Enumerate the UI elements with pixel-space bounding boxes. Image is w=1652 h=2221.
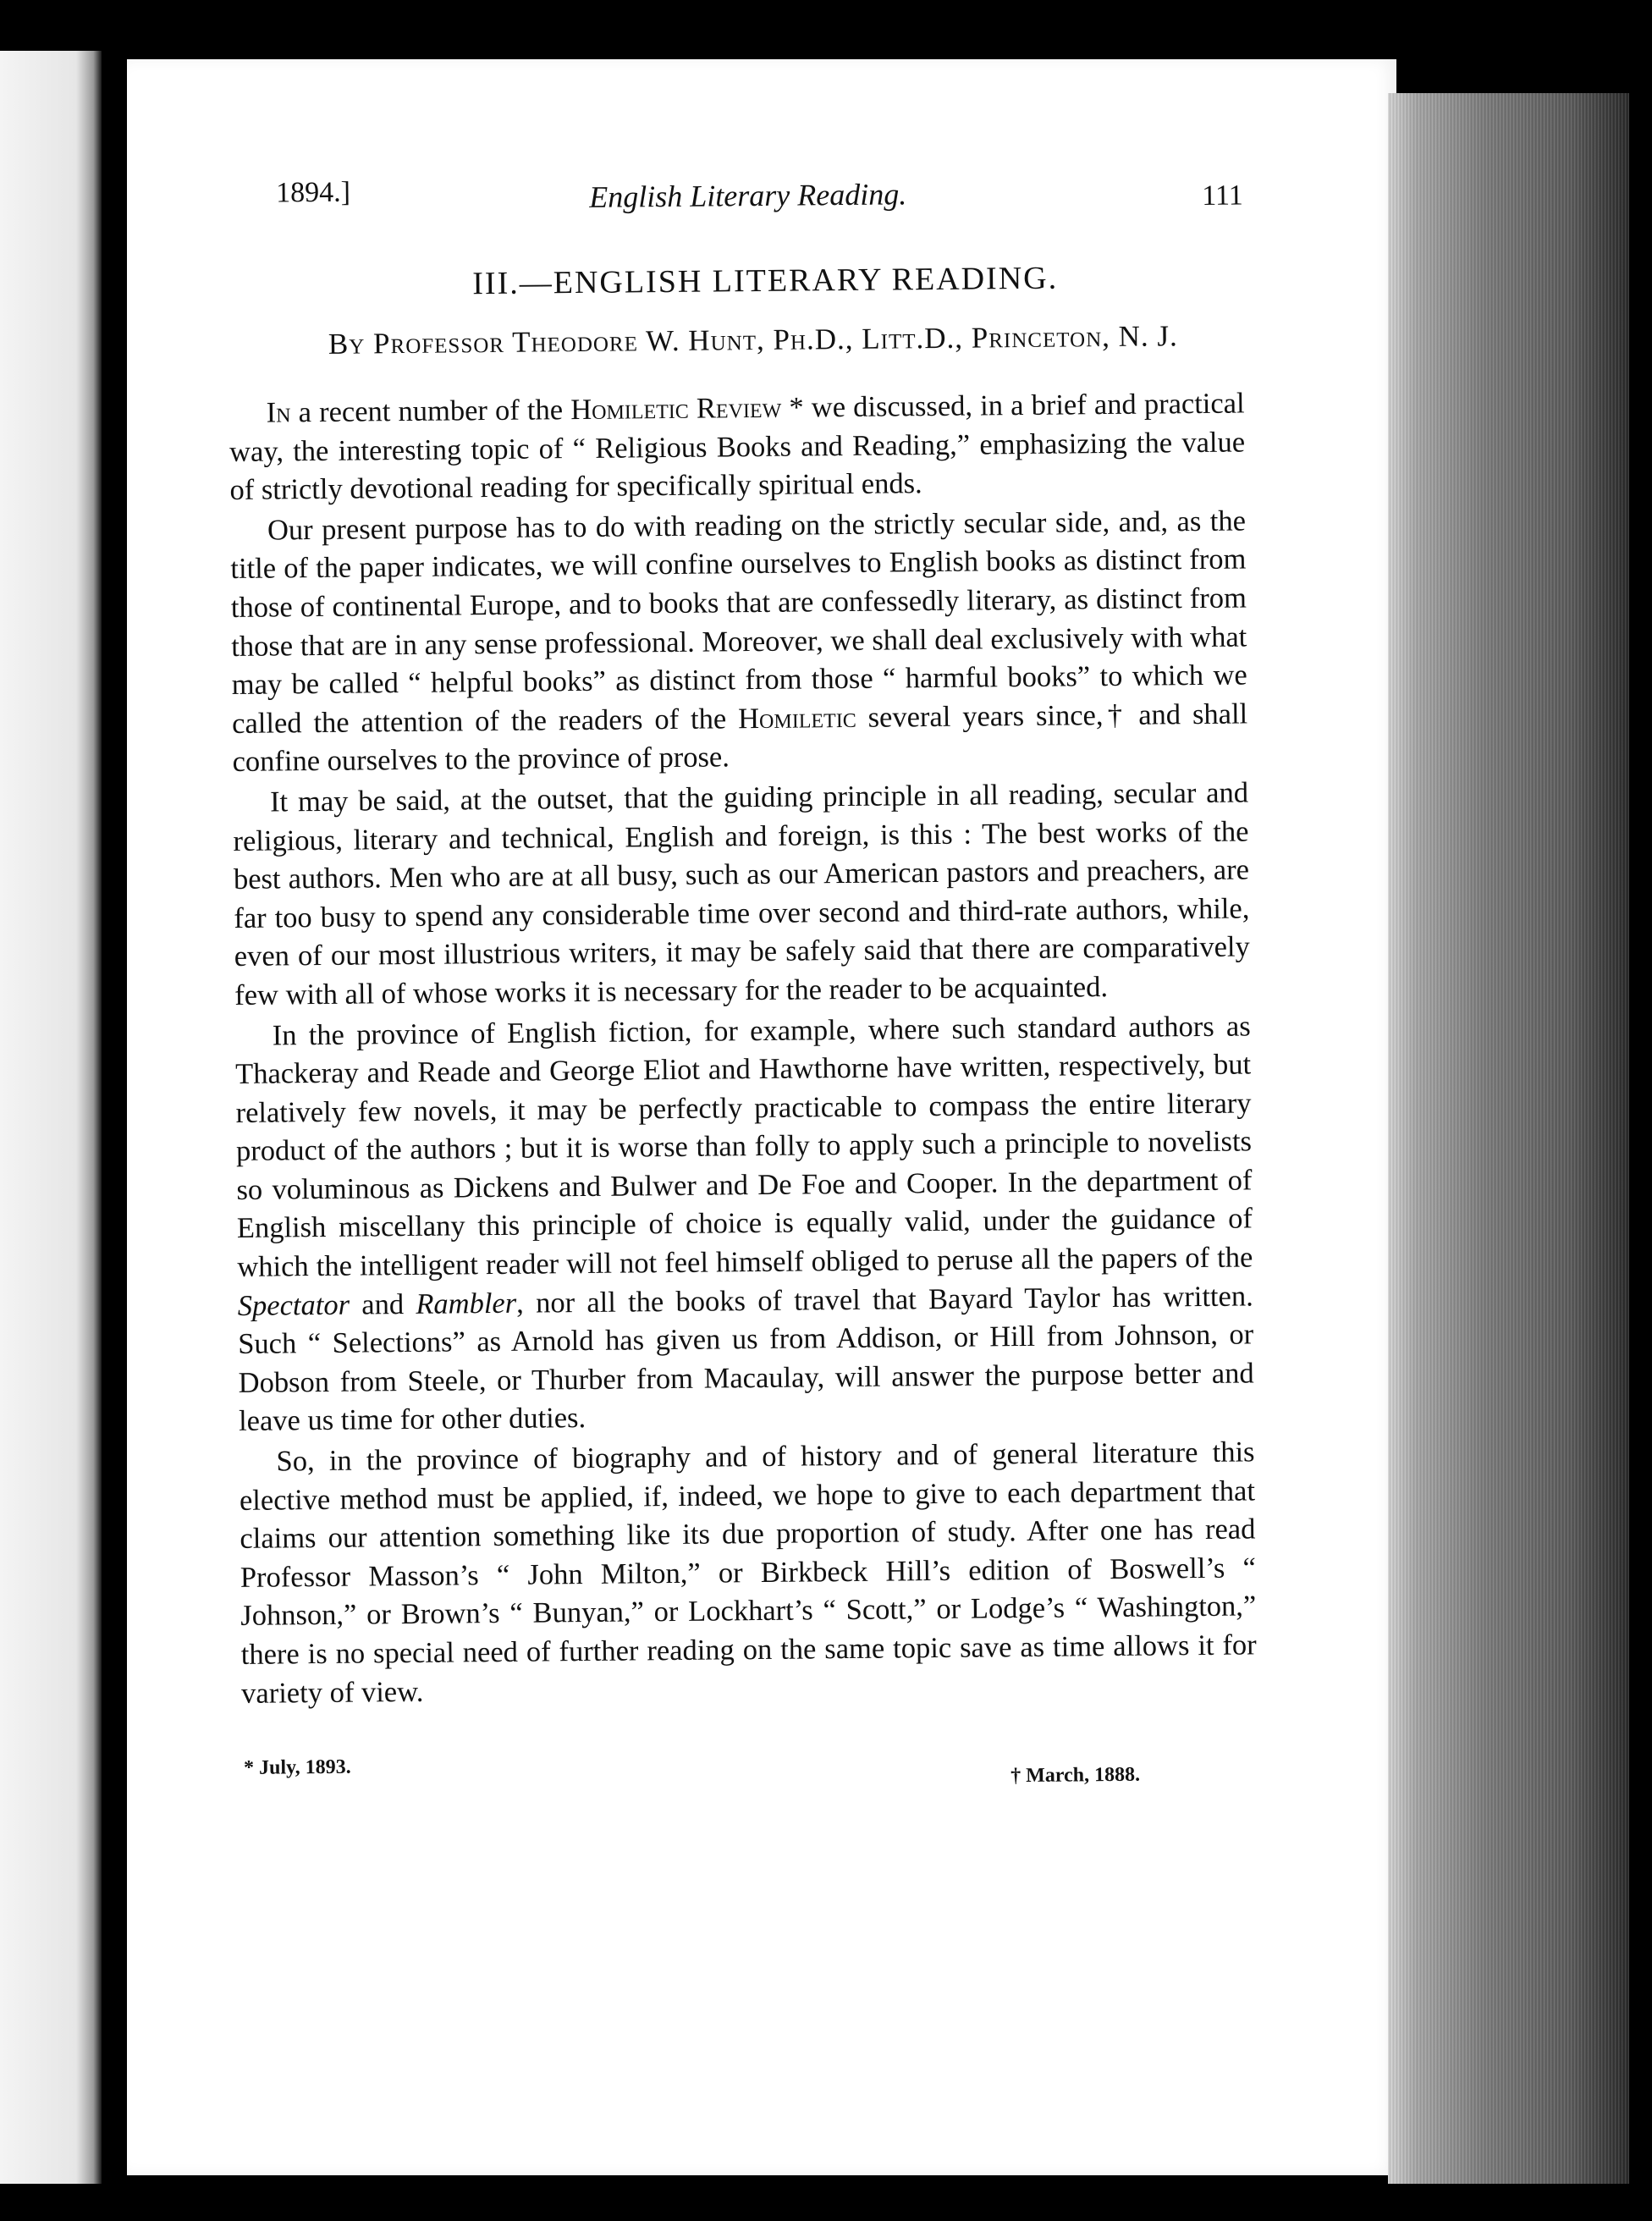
footnotes [242,1748,1258,1809]
paragraph [235,1007,1255,1441]
paragraph [229,384,1245,510]
paragraph-lead: In [266,396,291,429]
running-head-title: English Literary Reading. [589,177,907,214]
paragraph-text: several years since,† and shall confine ourselves to the province of prose. [232,697,1248,779]
paragraph-text: In the province of English fiction, for example, where such standard authors as Thackeray and Reade and George Eliot and Hawthorne have written, respectively, but relatively few novels, it may be perfectly practicable to compass the entire literary product of the authors ; but it is worse than folly to apply such a principle to novelists so voluminous as Dickens and Bulwer and De Foe and Cooper. In the department of English miscellany this principle of choice is equally valid, under the guidance of which the intelligent reader will not feel himself obliged to peruse all the papers of the [234,1009,1253,1284]
paragraph-text: a recent number of the [290,394,571,429]
paragraph-text: and [349,1287,416,1321]
footnote: * July, 1893. [243,1755,351,1780]
article-byline: By Professor Theodore W. Hunt, Ph.D., Litt.D., Princeton, N. J. [328,319,1179,361]
paragraph-text: * we discussed, in a brief and practical way, the interesting topic of “ Religious Books and Reading,” emphasizing the value of strictly devotional reading for specifically spiritual ends. [229,387,1246,507]
paragraph: It may be said, at the outset, that the guiding principle in all reading, secular and religious, literary and technical, English and foreign, is this : The best works of the best authors. Men who are at all busy, such as our American pastors and preachers, are far too busy to spend any considerable time over second and third-rate authors, while, even of our most illustrious writers, it may be safely said that there are comparatively few with all of whose works it is necessary for the reader to be acquainted. [233,776,1250,1011]
paragraph-text: Our present purpose has to do with reading on the strictly secular side, and, as the title of the paper indicates, we will confine ourselves to English books as distinct from those of continental Europe, and to books that are confessedly literary, as distinct from those that are in any sense professional. Moreover, we shall deal exclusively with what may be called “ helpful books” as distinct from those “ harmful books” to which we called the attention of the readers of the [230,504,1247,740]
work-title: Spectator [237,1288,350,1322]
paragraph-text: , nor all the books of travel that Bayard Taylor has written. Such “ Selections” as Arnold has given us from Addison, or Hill from Johnson, or Dobson from Steele, or Thurber from Macaulay, will answer the purpose better and leave us time for other duties. [238,1280,1254,1438]
running-head-year: 1894.] [275,176,351,209]
article-body [229,384,1257,1713]
paragraph [230,502,1248,782]
page-text [227,168,1258,1808]
page-number: 111 [1202,179,1243,212]
footnote: † March, 1888. [1010,1763,1141,1788]
journal-name: Homiletic Review [570,391,782,427]
work-title: Rambler [416,1287,517,1320]
article-title: III.—ENGLISH LITERARY READING. [472,260,1059,302]
paragraph: So, in the province of biography and of history and of general literature this elective method must be applied, if, indeed, we hope to give to each department that claims our attention something like its due proportion of study. After one has read Professor Masson’s “ John Milton,” or Birkbeck Hill’s edition of Boswell’s “ Johnson,” or Brown’s “ Bunyan,” or Lockhart’s “ Scott,” or Lodge’s “ Washington,” there is no special need of further reading on the same topic save as time allows it for variety of view. [239,1436,1257,1710]
journal-name: Homiletic [737,701,856,735]
facing-page-edge [0,51,102,2184]
page-block-edge [1388,93,1629,2184]
running-head [227,168,1243,230]
